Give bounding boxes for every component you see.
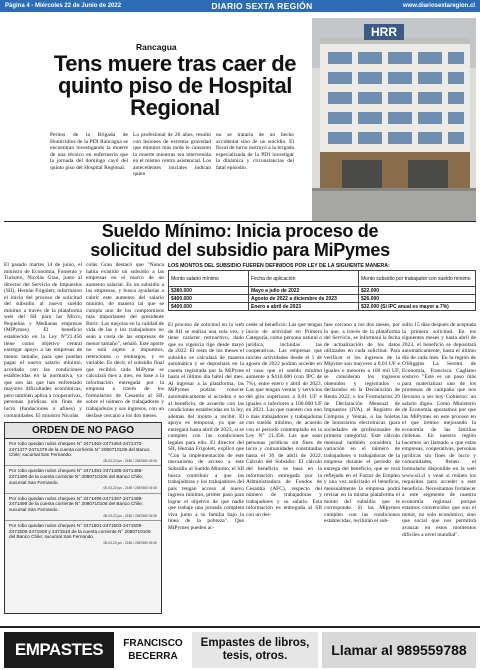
- orden-entry-text: Por robo quedan nulos cheques N° 2471462-2471464-2471472-2471477-2471479 de la cuenta corriente N° 2080710106 del Banco Chile; sucursal San Fernando.: [9, 441, 150, 458]
- orden-entry: [5, 494, 161, 521]
- table-header: Monto salario mínimo: [169, 271, 249, 287]
- orden-entry: [5, 439, 161, 466]
- story1-column-2: La profesional de 26 años, resultó con lesiones de extrema gravedad que minutos más tarde le causaron la muerte mientras era intervenida en el mismo centro asistencial. Los antecedentes iniciales indican quien: [133, 132, 211, 178]
- story2-column-3: El proceso de solicitud en la web de SII se realiza una sola vez, y tiene carácter retroactivo, dado que su vigencia rige desde mayo de 2022. El resto de los meses el subsidio se calculará de manera automática y se depositará en la cuenta registrada por la MiPyme hasta el último día hábil del mes. Al ingresar a la plataforma, las MiPymes podrán conocer automáticamente si acceden o no al beneficio, de acuerdo con las condiciones establecidas en la ley, además del monto a recibir. El apoyo es temporal, ya que se entregará hasta abril de 2023, si se cumplen con las condiciones legales para ello. El director del SII, Hernán Frigolett, explicó que "Con la implementación de este mecanismo de acceso a este Subsidio al Sueldo Mínimo, el SII busca contribuir a que las trabajadoras y los trabajadores del país tengan acceso al nuevo ingreso mínimo, primer paso para lograr el objetivo de que nadie que trabaje una jornada completa viva junto a su familia bajo la línea de la pobreza". Qué MiPymes pueden ac-: [168, 322, 244, 531]
- table-header: Monto subsidio por trabajador con sueldo mínimo: [359, 271, 476, 287]
- table-row: [169, 287, 476, 295]
- website-link[interactable]: www.diariosextaregion.cl: [402, 3, 475, 9]
- table-cell: $400.000: [169, 295, 249, 303]
- subsidy-table: [168, 270, 476, 311]
- story2-column-4: ceder al beneficio: Las que tengan inicio de actividad en Primera Categoría, como persona natural o jurídica, incluidas las cooperativas. Las empresas que inicien actividades desde el 1 de agosto de 2022 podrán acceder en el caso que el sueldo mínimo aumente a $410.000 (con IPC de 7%), entre enero y abril de 2023. Las que tengan ventas y servicios del giro superiores a 0,01 UF e iguales o inferiores a 100.000 UF en 2021. Las que cuenten con uno o más trabajadores y trabajadoras con sueldo mínimo, de acuerdo con el periodo contemplado en la Ley N° 21.456. Las que sean personas jurídicas sin fines de lucro y comunidades constituidas hasta el 30 de abril de 2022. Cálculo del Subsidio: El cálculo del beneficio se basa en la información entregada por la Administradora de Fondos de Cesantía (AFC), respecto del número de trabajadoras y trabajadores y su salario. Esta información es entregada al SII con un des-: [246, 322, 322, 518]
- hospital-sign: HRR: [371, 25, 397, 39]
- orden-entry: [5, 521, 161, 547]
- table-cell: Enero a abril de 2023: [249, 303, 359, 311]
- story1-headline: Tens muere tras caer de quinto piso de Hospital Regional: [53, 51, 297, 120]
- table-cell: $22.000: [359, 287, 476, 295]
- orden-title: ORDEN DE NO PAGO: [5, 423, 161, 439]
- story1-column-1: Peritos de la Brigada de Homicidios de la PDI Rancagua se encuentran investigando la muerte de una técnico en enfermería que la jornada del domingo cayó del quinto piso del Hospital Regional.: [50, 132, 128, 171]
- orden-entry-text: Por robo quedan nulos cheques N° 2471481-2471485-2471488-2471490 de la cuenta corriente N° 2080710106 del Banco Chile; sucursal San Fernando.: [9, 468, 144, 485]
- story2-column-2: colás Grau destacó que "Nunca había existido un subsidio a las empresas en el marco de un aumento salarial. Es un subsidio a las empresas, y busca ayudarlas a cubrir este aumento del salario mínimo, de manera tal que se cumpla uno de los compromisos más importantes del presidente Boric: Las mejoras en la calidad de vida de las y los trabajadores no sean a costa de las empresas de menor tamaño", señaló. Este aporte no está sujeto a impuestos, retenciones o embargos, y es variable. Es decir, el subsidio final que recibirá cada MiPyme se calculará mes a mes, en base a la información entregada por la empresa a través de los formularios de Cesantía al SII, sobre el número de trabajadores y trabajadoras y sus ingresos, con un desfase cercano a los dos meses.: [86, 262, 164, 418]
- hospital-photo: [312, 18, 476, 222]
- orden-de-no-pago-box: [4, 422, 162, 614]
- story2-column-6: sidio 15 días después de aceptada la primera solicitud. En los siguientes meses y hasta abril de 2023, el beneficio se depositará automáticamente, hasta el último día de cada mes. En la región de O'Higgins La Seremi de Economía, Francisca Cagliano sostuvo "Este es un paso más para materializar uno de los promesas de campaña que nos llevaron a ser hoy Gobierno: un salario digno. Como Ministerio de Economía apostamos por que las MiPymes en este proceso en el que iremos mejorando la economía de las familias chilenas. En nuestra región hacemos un llamado a que estas empresas, cooperativas, personas jurídicas sin fines de lucro y comunidades, llenen el formulario disponible en la web www.sii.cl y vean si reúnen los requisitos para acceder a este beneficio. Necesitamos fortalecer a este segmento de nuestra economía regional porque estamos convencidos que son el motor, no solo económico, sino que social que nos permitirá avanzar en estos momentos difíciles a nivel mundial".: [402, 322, 476, 538]
- orden-entry-text: Por robo quedan nulos cheques N° 2471496-2471497-2471498-2471499 de la cuenta corriente N° 2080710106 del Banco Chile; sucursal San Fernando.: [9, 495, 144, 512]
- table-cell: $400.000: [169, 303, 249, 311]
- table-row: [169, 295, 476, 303]
- table-cell: $380.000: [169, 287, 249, 295]
- story2-column-5: fase cercano a los dos meses, por lo que, a través de la plataforma del Servicio, se informará la fecha de actualización de los datos utilizados en cada solicitud. Para verificar si los ingresos de la Mipyme son mayores a 0,01 UF e iguales o menores a 100 mil UF, se consideran los ingresos obtenidos y registrados o declarados en la Declaración de Renta 2022, o los Formularios 29 de Declaración Mensual de Impuestos (IVA), el Registro de Compras y Ventas, o las boletas de honorarios electrónicas (para sociedades de profesionales de primera categoría). Este cálculo mensual también considera la variación en el número de trabajadores o trabajadoras de la empresa durante el periodo de entrega del beneficio, que se verá reflejado en el Factor de Empleo y una vez solicitado el beneficio, mensualmente la empresa podrá revisar en la misma plataforma el monto del subsidio que le corresponde. Si las Mipymes cumplen con las condiciones establecidas, recibirán el sub-: [324, 322, 400, 525]
- story2-headline: Sueldo Mínimo: Inicia proceso de solicitud del subsidio para MiPymes: [90, 221, 390, 260]
- ad-service: Empastes de libros, tesis, otros.: [192, 632, 318, 668]
- orden-entry-date: 08-03-22 jun - 2180 / 2087660 06 06: [103, 513, 157, 518]
- table-header: Fecha de aplicación: [249, 271, 359, 287]
- table-cell: Mayo a julio de 2022: [249, 287, 359, 295]
- orden-entry-date: 08-03-22 jun - 2180 / 2087660 06 06: [103, 486, 157, 491]
- ad-name: FRANCISCO BECERRA: [123, 638, 183, 662]
- subsidy-table-title: LOS MONTOS DEL SUBSIDIO FUEREN DEFINIDOS POR LEY DE LA SIGUIENTE MANERA:: [168, 263, 390, 269]
- story1-kicker: Rancagua: [136, 42, 177, 52]
- ad-phone[interactable]: Llamar al 989559788: [322, 632, 476, 668]
- newspaper-name: DIARIO SEXTA REGIÓN: [211, 1, 313, 11]
- orden-entry-date: 08-03-22 jun - 2180 / 2087660 06 06: [103, 540, 157, 545]
- table-header-row: [169, 271, 476, 287]
- orden-entry-date: 08-03-22 jun - 2180 / 2087660 06 06: [103, 458, 157, 463]
- header-bar: [0, 0, 480, 12]
- table-cell: $26.000: [359, 295, 476, 303]
- ad-brand: EMPASTES: [4, 632, 114, 668]
- table-cell: $32.000 (Si IPC anual es mayor a 7%): [359, 303, 476, 311]
- orden-entry: [5, 466, 161, 493]
- hospital-illustration: [312, 18, 476, 222]
- table-cell: Agosto de 2022 a diciembre de 2023: [249, 295, 359, 303]
- orden-entry-text: Por robo quedan nulos cheques N° 2471501-2471503-2471505-2471508-2471509 y 2471510 de la cuenta corriente N° 2080710106 del Banco Chile; sucursal San Fernando.: [9, 523, 151, 540]
- page-date: Página 4 - Miércoles 22 de Junio de 2022: [5, 3, 122, 9]
- classified-ad: [0, 626, 480, 670]
- table-row: [169, 303, 476, 311]
- story2-column-1: El pasado martes 14 de junio, el ministro de Economía, Fomento y Turismo, Nicolás Grau, junto al director del Servicio de Impuestos (SII), Hernán Frigolett, informaron el inicio del proceso de solicitud del subsidio al nuevo sueldo mínimo a través de la plataforma web del SII para las Micro, Pequeñas y Medianas empresas (MiPymes). El beneficio establecido en la Ley N°21.456 tiene como objetivo central entregar apoyo a las empresas de menor tamaño, para que puedan pagar el nuevo salario mínimo, acordado con las condiciones establecidas en la normativa, ya que son las que han enfrentado mayores dificultades económicas, pero también aplica a cooperativas, personas jurídicas sin fines de lucro (fundaciones o afines) y comunidades. El ministro Nicolás: [4, 262, 82, 418]
- story1-column-3: no se trataría de un hecho accidental sino de un suicidio. El fiscal de turno instruyó a la brigada especializada de la PDI investigar la dinámica y circunstancias del fatal episodio.: [216, 132, 294, 171]
